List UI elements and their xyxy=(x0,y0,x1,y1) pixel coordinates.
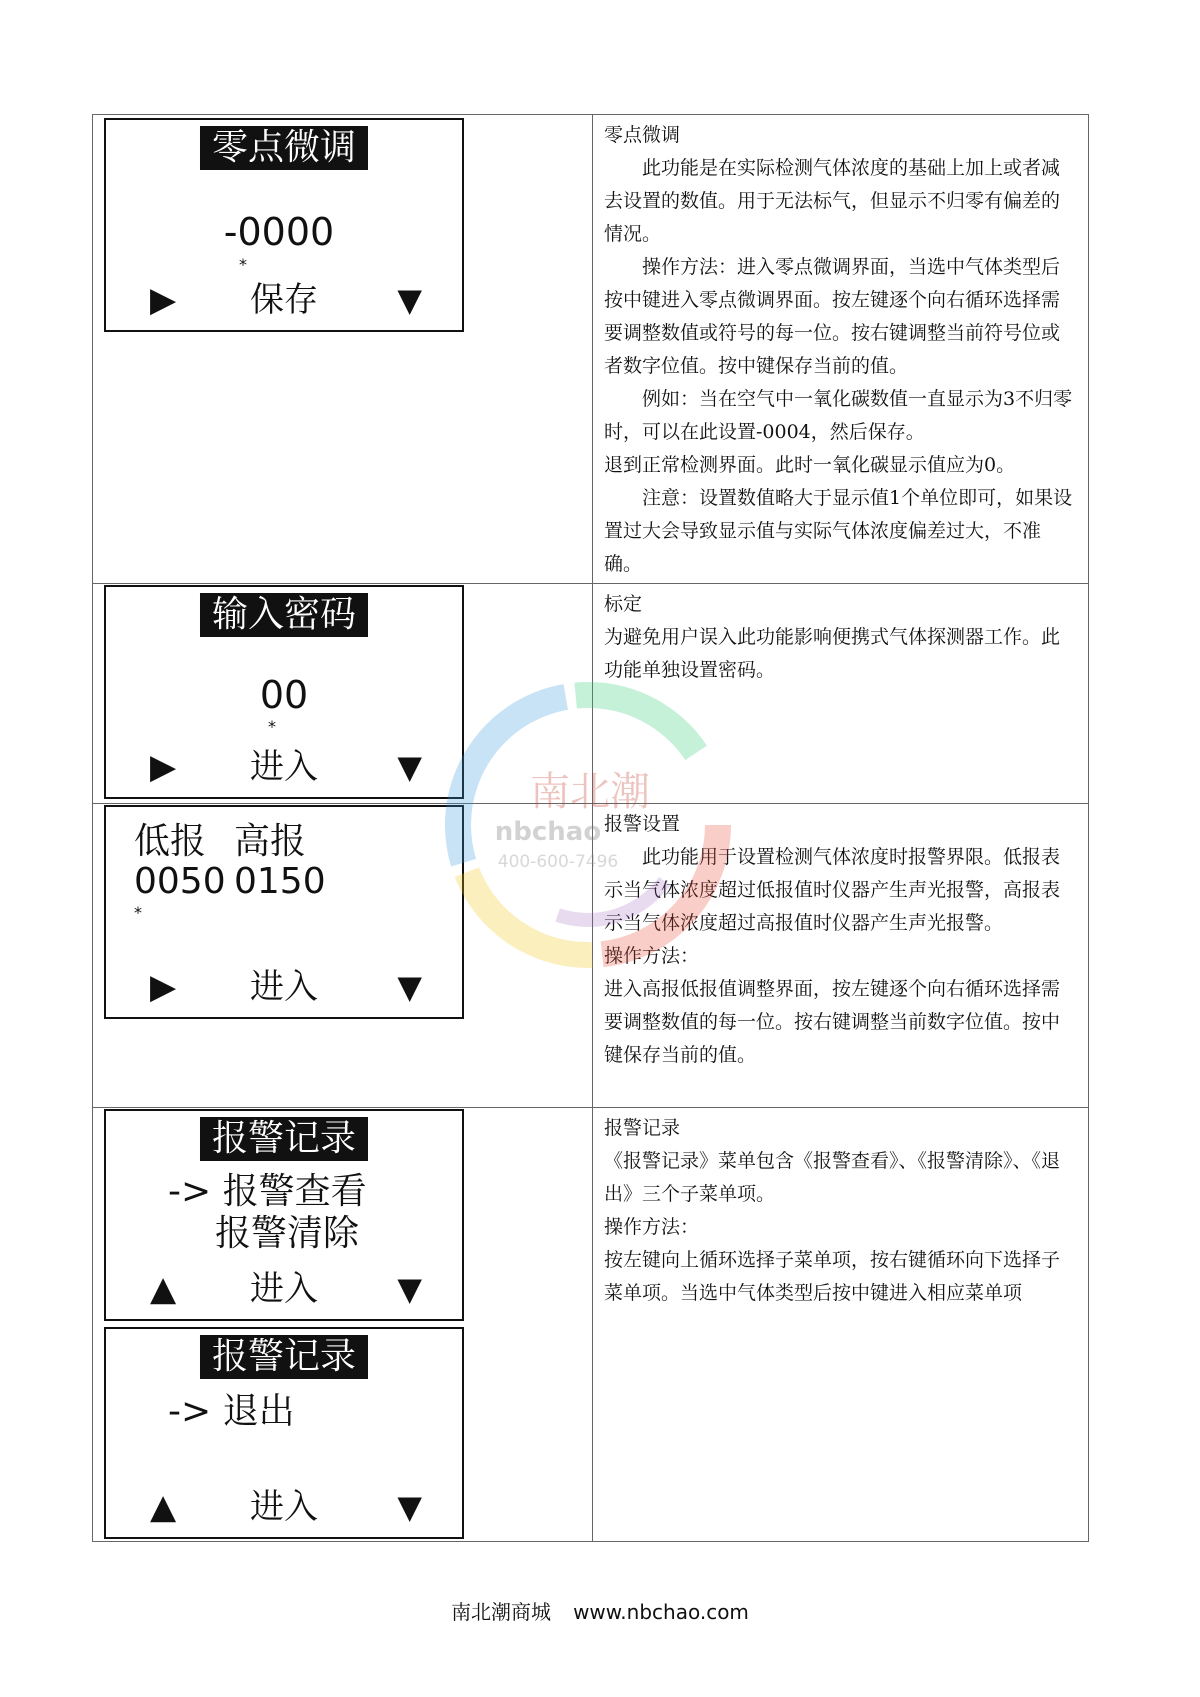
manual-table xyxy=(92,114,1089,1542)
table-row xyxy=(93,804,1089,1108)
table-row xyxy=(93,584,1089,804)
right-arrow-icon: ▶ xyxy=(150,280,177,320)
lcd-title: 报警记录 xyxy=(200,1117,368,1161)
description-cell xyxy=(593,1108,1089,1542)
paragraph: 例如：当在空气中一氧化碳数值一直显示为3不归零时，可以在此设置-0004，然后保存。 xyxy=(604,388,1073,443)
menu-item-alarm-clear: 报警清除 xyxy=(215,1213,360,1254)
page-footer xyxy=(0,1596,1200,1625)
paragraph: 操作方法： xyxy=(604,1216,700,1238)
lcd-title: 报警记录 xyxy=(200,1335,368,1379)
paragraph: 进入高报低报值调整界面，按左键逐个向右循环选择需要调整数值的每一位。按右键调整当前数字位值。按中键保存当前的值。 xyxy=(604,978,1061,1066)
high-alarm-value: 0150 xyxy=(234,861,326,902)
cursor-marker: * xyxy=(268,717,276,736)
lcd-screen-alarm-log-exit xyxy=(104,1327,464,1539)
lcd-value: 00 xyxy=(259,673,309,717)
footer-store-name: 南北潮商城 xyxy=(451,1600,552,1624)
table-row xyxy=(93,1108,1089,1542)
paragraph: 《报警记录》菜单包含《报警查看》、《报警清除》、《退出》三个子菜单项。 xyxy=(604,1150,1061,1205)
description-cell xyxy=(593,804,1089,1108)
table-row xyxy=(93,115,1089,584)
lcd-screen-password xyxy=(104,585,464,799)
section-heading: 报警设置 xyxy=(604,813,681,835)
lcd-title: 零点微调 xyxy=(200,126,368,170)
cursor-marker: * xyxy=(134,903,142,922)
paragraph: 此功能用于设置检测气体浓度时报警界限。低报表示当气体浓度超过低报值时仪器产生声光报警，高报表示当气体浓度超过高报值时仪器产生声光报警。 xyxy=(604,846,1061,934)
menu-item-exit: -> 退出 xyxy=(168,1391,295,1432)
description-cell xyxy=(593,115,1089,584)
paragraph: 操作方法：进入零点微调界面，当选中气体类型后按中键进入零点微调界面。按左键逐个向右循环选择需要调整数值或符号的每一位。按右键调整当前符号位或者数字位值。按中键保存当前的值。 xyxy=(604,256,1061,377)
paragraph: 注意：设置数值略大于显示值1个单位即可，如果设置过大会导致显示值与实际气体浓度偏差过大，不准确。 xyxy=(604,487,1073,575)
watermark-brand: 南北潮 xyxy=(530,769,650,815)
footer-url[interactable]: www.nbchao.com xyxy=(573,1600,749,1624)
lcd-button-label: 进入 xyxy=(250,1487,318,1527)
paragraph: 为避免用户误入此功能影响便携式气体探测器工作。此功能单独设置密码。 xyxy=(604,626,1061,681)
watermark-phone: 400-600-7496 xyxy=(497,852,619,872)
down-arrow-icon: ▼ xyxy=(397,281,422,319)
high-alarm-label: 高报 xyxy=(234,821,307,862)
section-heading: 报警记录 xyxy=(604,1117,681,1139)
lcd-button-label: 进入 xyxy=(250,747,318,787)
cursor-marker: * xyxy=(239,255,247,274)
section-heading: 零点微调 xyxy=(604,124,681,146)
up-arrow-icon: ▲ xyxy=(150,1269,177,1309)
paragraph: 退到正常检测界面。此时一氧化碳显示值应为0。 xyxy=(604,454,1016,476)
lcd-screen-alarm-log-menu xyxy=(104,1109,464,1321)
down-arrow-icon: ▼ xyxy=(397,1270,422,1308)
watermark-site: nbchao xyxy=(494,817,602,847)
screen-cell xyxy=(93,115,593,584)
lcd-screen-zero-adjust xyxy=(104,118,464,332)
lcd-button-label: 进入 xyxy=(250,1269,318,1309)
lcd-screen-alarm-settings xyxy=(104,805,464,1019)
down-arrow-icon: ▼ xyxy=(397,1488,422,1526)
paragraph: 按左键向上循环选择子菜单项，按右键循环向下选择子菜单项。当选中气体类型后按中键进入相应菜单项 xyxy=(604,1249,1061,1304)
right-arrow-icon: ▶ xyxy=(150,967,177,1007)
lcd-button-label: 保存 xyxy=(250,280,318,320)
screen-cell xyxy=(93,584,593,804)
lcd-title: 输入密码 xyxy=(200,593,368,637)
low-alarm-label: 低报 xyxy=(134,821,207,862)
low-alarm-value: 0050 xyxy=(134,861,226,902)
screen-cell xyxy=(93,804,593,1108)
down-arrow-icon: ▼ xyxy=(397,968,422,1006)
description-cell xyxy=(593,584,1089,804)
down-arrow-icon: ▼ xyxy=(397,748,422,786)
lcd-button-label: 进入 xyxy=(250,967,318,1007)
up-arrow-icon: ▲ xyxy=(150,1487,177,1527)
lcd-value: -0000 xyxy=(223,210,335,254)
right-arrow-icon: ▶ xyxy=(150,747,177,787)
menu-item-alarm-view: -> 报警查看 xyxy=(168,1171,367,1212)
paragraph: 操作方法： xyxy=(604,945,700,967)
screen-cell xyxy=(93,1108,593,1542)
section-heading: 标定 xyxy=(604,593,643,615)
paragraph: 此功能是在实际检测气体浓度的基础上加上或者减去设置的数值。用于无法标气，但显示不归零有偏差的情况。 xyxy=(604,157,1061,245)
